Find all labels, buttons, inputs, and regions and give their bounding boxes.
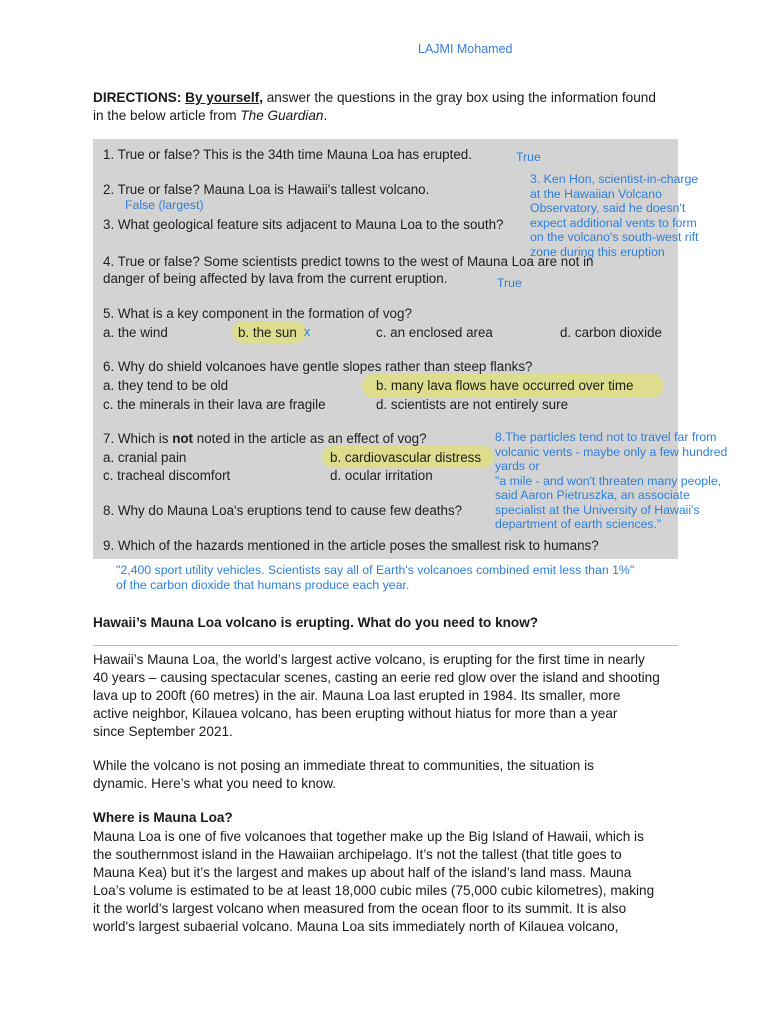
paragraph-line: dynamic. Here’s what you need to know. (93, 776, 337, 791)
directions-emphasis: By yourself, (185, 90, 263, 105)
article-paragraph-2 (93, 757, 678, 793)
answer-8-line: 8.The particles tend not to travel far from (495, 430, 717, 444)
paragraph-line: since September 2021. (93, 724, 233, 739)
answer-1: True (516, 150, 541, 164)
paragraph-line: Mauna Loa is one of five volcanoes that together make up the Big Island of Hawaii, which is (93, 829, 644, 844)
answer-9-line: "2,400 sport utility vehicles. Scientists say all of Earth's volcanoes combined emit less than 1%" (116, 563, 635, 577)
article-title: Hawaii’s Mauna Loa volcano is erupting. What do you need to know? (93, 615, 539, 630)
directions-source: The Guardian (240, 108, 324, 123)
directions-text-1: answer the questions in the gray box using the information found (262, 90, 656, 105)
answer-8-line: department of earth sciences." (495, 517, 662, 531)
answer-8 (495, 430, 727, 532)
paragraph-line: While the volcano is not posing an immediate threat to communities, the situation is (93, 758, 594, 773)
question-7 (103, 431, 427, 446)
paragraph-line: active neighbor, Kilauea volcano, has been erupting without hiatus for more than a year (93, 706, 618, 721)
answer-3 (530, 172, 698, 259)
answer-3-line: Observatory, said he doesn't (530, 201, 686, 215)
question-6: 6. Why do shield volcanoes have gentle slopes rather than steep flanks? (103, 359, 533, 374)
directions-label: DIRECTIONS: (93, 90, 182, 105)
article-paragraph-1 (93, 651, 678, 741)
q7-option-a: a. cranial pain (103, 450, 187, 465)
answer-3-line: on the volcano's south-west rift (530, 230, 699, 244)
article-paragraph-3 (93, 828, 678, 936)
q7-option-b: b. cardiovascular distress (330, 450, 482, 465)
question-4-line-2: danger of being affected by lava from the current eruption. (103, 271, 448, 286)
q5-option-c: c. an enclosed area (376, 325, 493, 340)
q7-option-d: d. ocular irritation (330, 468, 433, 483)
paragraph-line: Mauna Kea) but it’s the largest and makes up about half of the island’s land mass. Mauna (93, 865, 632, 880)
paragraph-line: 40 years – causing spectacular scenes, casting an eerie red glow over the island and shooting (93, 670, 660, 685)
answer-3-line: expect additional vents to form (530, 215, 697, 230)
question-8: 8. Why do Mauna Loa's eruptions tend to cause few deaths? (103, 503, 463, 518)
answer-9-line: of the carbon dioxide that humans produce each year. (116, 577, 410, 592)
question-5: 5. What is a key component in the formation of vog? (103, 306, 412, 321)
question-9: 9. Which of the hazards mentioned in the article poses the smallest risk to humans? (103, 538, 599, 553)
answer-3-line: zone during this eruption (530, 244, 665, 259)
question-7-text: noted in the article as an effect of vog? (193, 431, 427, 446)
q5-option-a: a. the wind (103, 325, 168, 340)
question-7-emphasis: not (172, 431, 194, 446)
answer-8-line: yards or (495, 459, 540, 473)
q5-option-d: d. carbon dioxide (560, 325, 662, 340)
answer-2: False (largest) (125, 198, 204, 212)
q7-option-c: c. tracheal discomfort (103, 468, 231, 483)
paragraph-line: lava up to 200ft (60 metres) in the air. Mauna Loa last erupted in 1984. Its smaller, more (93, 688, 621, 703)
q6-option-a: a. they tend to be old (103, 378, 229, 393)
answer-3-line: 3. Ken Hon, scientist-in-charge (530, 172, 699, 186)
directions-text-2: in the below article from (93, 108, 241, 123)
author-name: LAJMI Mohamed (418, 42, 513, 56)
q5-incorrect-mark: x (304, 325, 311, 339)
question-3: 3. What geological feature sits adjacent to Mauna Loa to the south? (103, 217, 504, 232)
answer-8-line: said Aaron Pietruszka, an associate (495, 488, 690, 502)
directions-line-1 (93, 89, 656, 107)
paragraph-line: world's largest subaerial volcano. Mauna Loa sits immediately north of Kilauea volcano, (93, 919, 619, 934)
answer-9 (116, 563, 634, 592)
paragraph-line: the southernmost island in the Hawaiian archipelago. It’s not the tallest (that title goes to (93, 847, 622, 862)
question-2: 2. True or false? Mauna Loa is Hawaii's tallest volcano. (103, 182, 430, 197)
title-divider (93, 645, 678, 646)
paragraph-line: it the world’s largest volcano when measured from the ocean floor to its summit. It is also (93, 901, 627, 916)
answer-8-line: volcanic vents - maybe only a few hundred (495, 444, 728, 459)
directions-line-2 (93, 107, 656, 125)
article-subheading: Where is Mauna Loa? (93, 810, 233, 825)
paragraph-line: Hawaii’s Mauna Loa, the world’s largest active volcano, is erupting for the first time in nearly (93, 652, 645, 667)
q6-option-b: b. many lava flows have occurred over time (376, 378, 634, 393)
directions-period: . (323, 108, 328, 123)
paragraph-line: Loa’s volume is estimated to be at least 18,000 cubic miles (75,000 cubic kilometres), making (93, 883, 655, 898)
answer-8-line: specialist at the University of Hawaii's (495, 502, 700, 517)
directions (93, 89, 656, 125)
q6-option-d: d. scientists are not entirely sure (376, 397, 569, 412)
answer-8-line: "a mile - and won't threaten many people, (495, 473, 722, 488)
question-1: 1. True or false? This is the 34th time Mauna Loa has erupted. (103, 147, 472, 162)
q6-option-c: c. the minerals in their lava are fragile (103, 397, 326, 412)
answer-3-line: at the Hawaiian Volcano (530, 186, 662, 201)
answer-4: True (497, 276, 522, 290)
question-7-text: 7. Which is (103, 431, 173, 446)
q5-option-b: b. the sun (238, 325, 297, 340)
question-4-line-1: 4. True or false? Some scientists predict towns to the west of Mauna Loa are not in (103, 254, 594, 269)
